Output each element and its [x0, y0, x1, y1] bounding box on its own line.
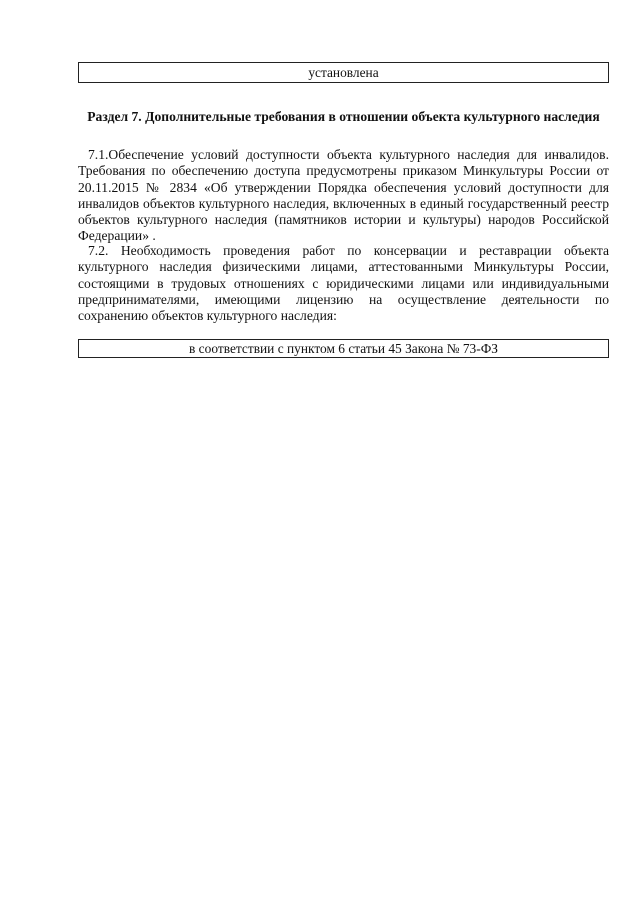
paragraph-7-2: 7.2. Необходимость проведения работ по консервации и реставрации объекта культурного наследия физическими лицами, аттестованными Минкультуры России, состоящими в трудовых отношениях с юридическими лицами или индивидуальными предпринимателями, имеющими лицензию на осуществление деятельности по сохранению объектов культурного наследия: [78, 243, 609, 324]
status-value-box [78, 62, 609, 83]
requirement-value-text: в соответствии с пунктом 6 статьи 45 Закона № 73-ФЗ [189, 341, 498, 356]
paragraph-7-1: 7.1.Обеспечение условий доступности объекта культурного наследия для инвалидов. Требования по обеспечению доступа предусмотрены приказом Минкультуры России от 20.11.2015 № 2834 «Об утверждении Порядка обеспечения условий доступности для инвалидов объектов культурного наследия, включенных в единый государственный реестр объектов культурного наследия (памятников истории и культуры) народов Российской Федерации» . [78, 147, 609, 244]
status-value-text: установлена [308, 65, 379, 80]
section-title: Раздел 7. Дополнительные требования в отношении объекта культурного наследия [87, 109, 600, 124]
requirement-value-box [78, 339, 609, 358]
